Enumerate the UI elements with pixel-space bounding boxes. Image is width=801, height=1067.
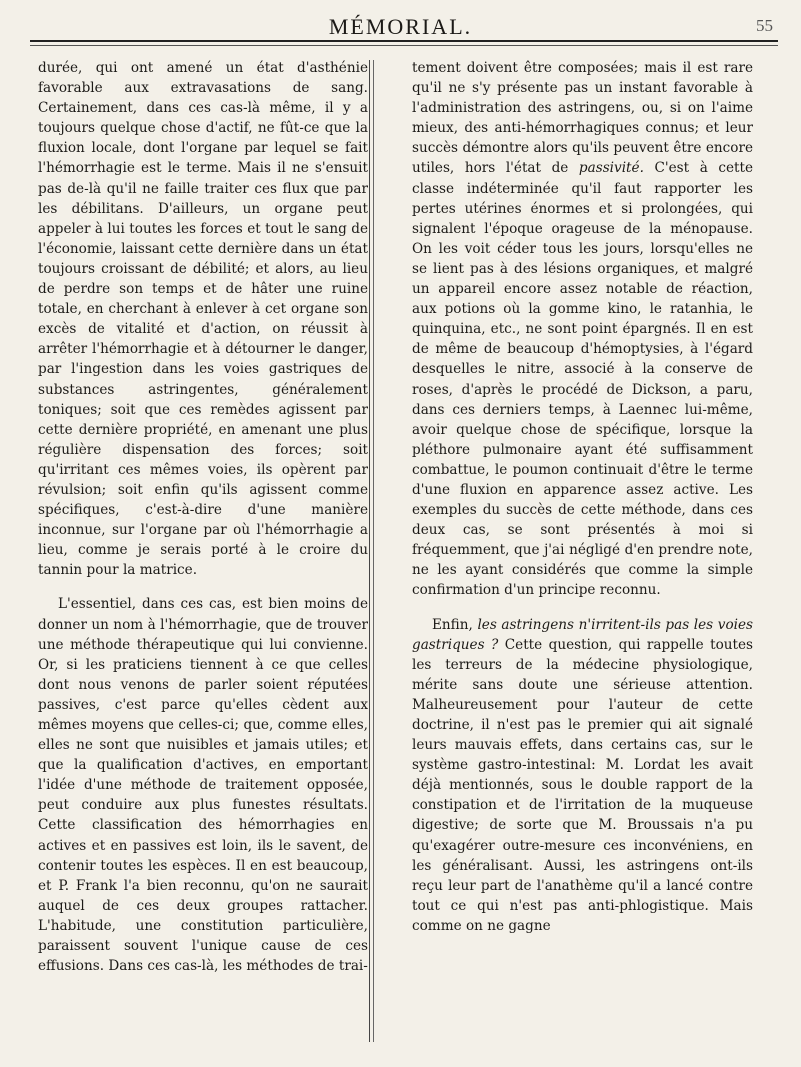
italic-text: les astringens n'irritent-ils pas les voies gastriques ? [412, 616, 753, 653]
paragraph [412, 58, 753, 601]
paragraph: L'essentiel, dans ces cas, est bien moins de donner un nom à l'hémorrhagie, que de trouver une méthode thérapeutique qui lui convienne. Or, si les praticiens tiennent à ce que celles dont nous venons de parler soient réputées passives, c'est parce qu'elles cèdent aux mêmes moyens que celles-ci; que, comme elles, elles ne sont que nuisibles et jamais utiles; et que la qualification d'actives, en emportant l'idée d'une méthode de traitement opposée, peut conduire aux plus funestes résultats. Cette classification des hémorrhagies en actives et en passives est loin, ils le savent, de contenir toutes les espèces. Il en est beaucoup, et P. Frank l'a bien reconnu, qu'on ne saurait auquel de ces deux groupes rattacher. L'habitude, une constitution particulière, paraissent souvent l'unique cause de ces effusions. Dans ces cas-là, les méthodes de trai- [38, 596, 368, 975]
running-title: MÉMORIAL. [328, 14, 473, 39]
column-divider-thin [373, 60, 374, 1042]
page-number: 55 [756, 16, 773, 35]
column-divider [369, 60, 370, 1042]
header-rule-thin [30, 45, 778, 46]
text-run: Cette question, qui rappelle toutes les terreurs de la médecine physiologique, mérite sans doute une sérieuse attention. Malheureusement pour l'auteur de cette doctrine, il n'est pas le premier qui ait signalé leurs mauvais effets, dans certains cas, sur le système gastro-intestinal: M. Lordat les avait déjà mentionnés, sous le double rapport de la constipation et de l'irritation de la muqueuse digestive; de sorte que M. Broussais n'a pu qu'exagérer outre-mesure ces inconvéniens, en les généralisant. Aussi, les astringens ont-ils reçu leur part de l'anathème qu'il a lancé contre tout ce qui n'est pas anti-phlogistique. Mais comme on ne gagne [412, 636, 753, 934]
italic-text: passivité. [578, 160, 644, 177]
header-rule [30, 40, 778, 42]
text-run: C'est à cette classe indéterminée qu'il faut rapporter les pertes utérines énormes et si prolongées, qui signalent l'époque orageuse de la ménopause. On les voit céder tous les jours, lorsqu'elles ne se lient pas à des lésions organiques, et malgré un appareil encore assez notable de réaction, aux potions où la gomme kino, le ratanhia, le quinquina, etc., ne sont point épargnés. Il en est de même de beaucoup d'hémoptysies, à l'égard desquelles le nitre, associé à la conserve de roses, d'après le procédé de Dickson, a paru, dans ces derniers temps, à Laennec lui-même, avoir quelque chose de spécifique, lorsque la pléthore pulmonaire ayant été suffisamment combattue, le poumon continuait d'être le terme d'une fluxion en apparence assez active. Les exemples du succès de cette méthode, dans ces deux cas, se sont présentés à moi si fréquemment, que j'ai négligé d'en prendre note, ne les ayant considérés que comme la simple confirmation d'un principe reconnu. [412, 160, 754, 599]
text-run: tement doivent être composées; mais il est rare qu'il ne s'y présente pas un instant favorable à l'administration des astringens, ou, si on l'aime mieux, des anti-hémorrhagiques connus; et leur succès démontre alors qu'ils peuvent être encore utiles, hors l'état de [412, 60, 753, 177]
right-column [412, 58, 753, 936]
paragraph [412, 615, 753, 937]
text-run: Enfin, [432, 616, 473, 633]
paragraph: durée, qui ont amené un état d'asthénie favorable aux extravasations de sang. Certainement, dans ces cas-là même, il y a toujours quelque chose d'actif, ne fût-ce que la fluxion locale, dont l'organe par lequel se fait l'hémorrhagie est le terme. Mais il ne s'ensuit pas de-là qu'il ne faille traiter ces flux que par les débilitans. D'ailleurs, un organe peut appeler à lui toutes les forces et tout le sang de l'économie, laissant cette dernière dans un état toujours croissant de débilité; et alors, au lieu de perdre son temps et de hâter une ruine totale, en cherchant à enlever à cet organe son excès de vitalité et d'action, on réussit à arrêter l'hémorrhagie et à détourner le danger, par l'ingestion dans les voies gastriques de substances astringentes, généralement toniques; soit que ces remèdes agissent par cette dernière propriété, en amenant une plus régulière dispensation des forces; soit qu'irritant ces mêmes voies, ils opèrent par révulsion; soit enfin qu'ils agissent comme spécifiques, c'est-à-dire d'une manière inconnue, sur l'organe par où l'hémorrhagie a lieu, comme je serais porté à le croire du tannin pour la matrice. [38, 60, 368, 579]
left-column [38, 58, 368, 976]
